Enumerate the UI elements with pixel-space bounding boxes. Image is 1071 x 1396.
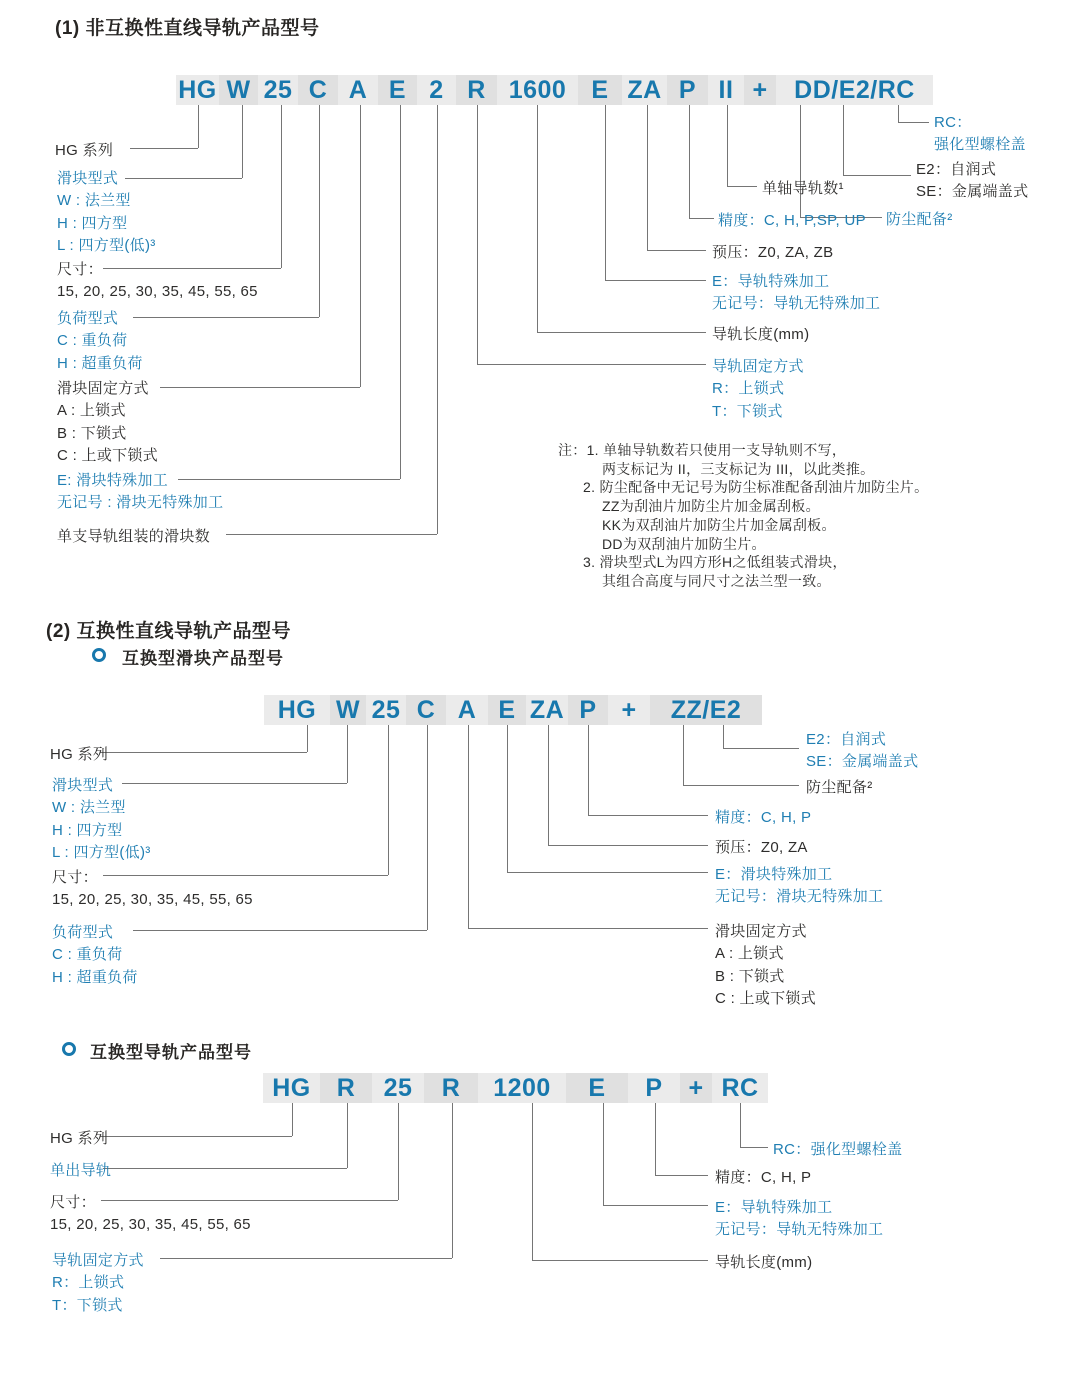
connector-line [548, 725, 549, 845]
notes-block [558, 441, 928, 591]
code-segment: R [320, 1073, 372, 1103]
label-group-block-type [52, 775, 151, 865]
label-group-rail-special [712, 271, 880, 316]
connector-line [427, 725, 428, 930]
label-blocks-per-rail: 单支导轨组装的滑块数 [57, 528, 211, 545]
code-segment: 2 [417, 75, 456, 105]
label-group-load [52, 922, 138, 989]
label-group-clamp [715, 920, 816, 1010]
code-segment: R [456, 75, 497, 105]
code-segment: C [298, 75, 338, 105]
connector-line [740, 1147, 768, 1148]
label-line: 导轨固定方式 [712, 358, 804, 375]
code-segment: ZZ/E2 [650, 695, 762, 725]
connector-line [727, 186, 757, 187]
code-segment: ZA [622, 75, 667, 105]
code-segment: HG [263, 1073, 320, 1103]
label-group-rail-special [715, 1197, 883, 1242]
connector-line [100, 1136, 292, 1137]
connector-line [468, 725, 469, 928]
label-line: 滑块固定方式 [57, 380, 149, 397]
connector-line [437, 105, 438, 534]
label-rc: RC：强化型螺栓盖 [773, 1141, 903, 1158]
label-line: E：导轨特殊加工 [712, 273, 830, 290]
label-group-size [57, 259, 258, 304]
label-group-size [50, 1192, 251, 1237]
label-line: H : 超重负荷 [57, 354, 143, 372]
label-line: C : 重负荷 [57, 332, 128, 350]
label-group-e2se [916, 159, 1028, 204]
connector-line [655, 1175, 708, 1176]
label-precision: 精度：C, H, P,SP, UP [718, 212, 866, 229]
connector-line [689, 218, 714, 219]
connector-line [603, 1103, 604, 1205]
connector-line [400, 105, 401, 479]
label-group-special [57, 470, 223, 515]
note-line: 2. 防尘配备中无记号为防尘标准配备刮油片加防尘片。 [583, 479, 929, 496]
label-group-rc [934, 112, 1026, 157]
label-line: E：滑块特殊加工 [715, 866, 833, 883]
section2-subtitle: 互换型滑块产品型号 [122, 649, 284, 668]
label-line: E：导轨特殊加工 [715, 1199, 833, 1216]
label-group-load [57, 308, 143, 375]
label-line: SE：金属端盖式 [806, 753, 919, 771]
label-group-e2se [806, 729, 918, 774]
label-group-size [52, 867, 253, 912]
note-line: ZZ为刮油片加防尘片加金属刮板。 [602, 498, 820, 515]
label-line: 负荷型式 [57, 310, 119, 327]
code-segment: P [667, 75, 708, 105]
connector-line [133, 930, 427, 931]
connector-line [603, 1205, 708, 1206]
connector-line [100, 752, 307, 753]
label-line: E: 滑块特殊加工 [57, 472, 169, 489]
code-segment: E [488, 695, 526, 725]
code-segment: + [608, 695, 650, 725]
label-dust-option: 防尘配备² [886, 211, 953, 228]
connector-line [360, 105, 361, 387]
note-line: 其组合高度与同尺寸之法兰型一致。 [602, 572, 831, 589]
label-line: B : 下锁式 [57, 424, 127, 442]
connector-line [226, 534, 437, 535]
connector-line [160, 1258, 452, 1259]
code-segment: HG [176, 75, 219, 105]
connector-line [588, 815, 708, 816]
code-segment: 1600 [497, 75, 578, 105]
label-rail-length: 导轨长度(mm) [712, 326, 810, 343]
connector-line [347, 1103, 348, 1168]
label-line: W : 法兰型 [57, 192, 131, 210]
label-line: R：上锁式 [712, 380, 785, 398]
connector-line [477, 105, 478, 364]
connector-line [307, 725, 308, 752]
connector-line [347, 725, 348, 783]
label-line: 滑块固定方式 [715, 923, 807, 940]
label-line: C : 上或下锁式 [57, 447, 159, 465]
section3-subtitle: 互换型导轨产品型号 [90, 1043, 252, 1062]
label-dust-option: 防尘配备² [806, 779, 873, 796]
code-segment: E [566, 1073, 628, 1103]
label-series: HG 系列 [55, 142, 114, 159]
label-precision: 精度：C, H, P [715, 809, 812, 826]
code-segment: ZA [526, 695, 568, 725]
circle-bullet-icon [92, 648, 106, 662]
code-segment: W [219, 75, 258, 105]
code-segment: A [446, 695, 488, 725]
label-line: 导轨固定方式 [52, 1252, 144, 1269]
connector-line [647, 250, 706, 251]
connector-line [740, 1103, 741, 1147]
label-rail-length: 导轨长度(mm) [715, 1254, 813, 1271]
code-segment: A [338, 75, 378, 105]
code-segment: + [744, 75, 776, 105]
label-line: A : 上锁式 [715, 945, 784, 963]
connector-line [605, 280, 706, 281]
label-series: HG 系列 [50, 746, 109, 763]
label-line: C : 上或下锁式 [715, 990, 817, 1008]
label-line: W : 法兰型 [52, 799, 126, 817]
label-line: 无记号：导轨无特殊加工 [712, 295, 881, 313]
label-line: 尺寸： [50, 1194, 96, 1211]
connector-line [843, 175, 911, 176]
label-line: 尺寸： [57, 261, 103, 278]
label-line: L : 四方型(低)³ [57, 237, 156, 255]
code-segment: P [628, 1073, 680, 1103]
connector-line [683, 785, 799, 786]
label-line: H : 超重负荷 [52, 968, 138, 986]
label-line: B : 下锁式 [715, 967, 785, 985]
label-series: HG 系列 [50, 1130, 109, 1147]
code-segment: E [578, 75, 622, 105]
code-segment: II [708, 75, 744, 105]
label-line: 滑块型式 [57, 170, 119, 187]
connector-line [588, 725, 589, 815]
connector-line [898, 105, 899, 122]
code-segment: R [424, 1073, 478, 1103]
label-line: 强化型螺栓盖 [934, 136, 1026, 154]
connector-line [689, 105, 690, 218]
connector-line [319, 105, 320, 317]
label-line: R：上锁式 [52, 1274, 125, 1292]
label-line: 无记号：导轨无特殊加工 [715, 1221, 884, 1239]
connector-line [898, 122, 929, 123]
label-preload: 预压：Z0, ZA, ZB [712, 244, 834, 261]
code-segment: 25 [366, 695, 406, 725]
label-line: SE：金属端盖式 [916, 183, 1029, 201]
label-line: C : 重负荷 [52, 946, 123, 964]
label-single-rail: 单出导轨 [50, 1162, 112, 1179]
note-line: DD为双刮油片加防尘片。 [602, 535, 766, 552]
label-line: E2：自润式 [806, 731, 887, 748]
note-line: KK为双刮油片加防尘片加金属刮板。 [602, 516, 836, 533]
code-segment: RC [712, 1073, 768, 1103]
label-group-rail-fix [712, 356, 804, 423]
code-segment: 25 [372, 1073, 424, 1103]
connector-line [198, 105, 199, 148]
label-group-block-type [57, 168, 156, 258]
connector-line [723, 725, 724, 748]
note-line: 3. 滑块型式L为四方形H之低组装式滑块， [583, 554, 847, 571]
code-segment: C [406, 695, 446, 725]
label-line: A : 上锁式 [57, 402, 126, 420]
label-line: L : 四方型(低)³ [52, 844, 151, 862]
section1-title: (1) 非互换性直线导轨产品型号 [55, 18, 320, 39]
code-segment: 1200 [478, 1073, 566, 1103]
label-line: 无记号 : 滑块无特殊加工 [57, 494, 224, 512]
code-segment: E [378, 75, 417, 105]
code-segment: W [330, 695, 366, 725]
connector-line [160, 387, 360, 388]
label-line: RC： [934, 114, 972, 131]
label-group-rail-fix [52, 1250, 144, 1317]
label-line: 无记号：滑块无特殊加工 [715, 888, 884, 906]
connector-line [388, 725, 389, 875]
connector-line [532, 1260, 708, 1261]
connector-line [532, 1103, 533, 1260]
label-line: 负荷型式 [52, 924, 114, 941]
connector-line [723, 748, 799, 749]
code-segment: P [568, 695, 608, 725]
connector-line [843, 105, 844, 175]
code-segment: + [680, 1073, 712, 1103]
label-line: 尺寸： [52, 869, 98, 886]
label-line: 15, 20, 25, 30, 35, 45, 55, 65 [52, 891, 253, 909]
connector-line [122, 783, 347, 784]
label-line: T：下锁式 [712, 402, 783, 420]
label-line: E2：自润式 [916, 161, 997, 178]
connector-line [507, 725, 508, 872]
circle-bullet-icon [62, 1042, 76, 1056]
connector-line [477, 364, 706, 365]
label-preload: 预压：Z0, ZA [715, 839, 808, 856]
label-group-block-special [715, 864, 883, 909]
note-line: 两支标记为 II，三支标记为 III，以此类推。 [602, 460, 875, 477]
connector-line [548, 845, 708, 846]
connector-line [130, 148, 198, 149]
connector-line [468, 928, 708, 929]
note-line: 注：1. 单轴导轨数若只使用一支导轨则不写， [558, 442, 847, 458]
connector-line [655, 1103, 656, 1175]
connector-line [103, 1168, 347, 1169]
connector-line [507, 872, 708, 873]
label-line: 15, 20, 25, 30, 35, 45, 55, 65 [50, 1216, 251, 1234]
connector-line [292, 1103, 293, 1136]
label-line: H : 四方型 [52, 821, 123, 839]
code-segment: 25 [258, 75, 298, 105]
connector-line [537, 105, 538, 332]
label-line: 15, 20, 25, 30, 35, 45, 55, 65 [57, 283, 258, 301]
label-line: 滑块型式 [52, 777, 114, 794]
label-line: H : 四方型 [57, 214, 128, 232]
label-group-clamp [57, 378, 158, 468]
connector-line [281, 105, 282, 268]
connector-line [537, 332, 706, 333]
connector-line [452, 1103, 453, 1258]
connector-line [398, 1103, 399, 1200]
connector-line [133, 317, 319, 318]
label-precision: 精度：C, H, P [715, 1169, 812, 1186]
code-segment: DD/E2/RC [776, 75, 933, 105]
section2-title: (2) 互换性直线导轨产品型号 [46, 621, 292, 642]
code-segment: HG [264, 695, 330, 725]
label-rail-count: 单轴导轨数¹ [762, 180, 844, 197]
connector-line [683, 725, 684, 785]
label-line: T：下锁式 [52, 1296, 123, 1314]
connector-line [605, 105, 606, 280]
connector-line [242, 105, 243, 178]
connector-line [647, 105, 648, 250]
connector-line [727, 105, 728, 186]
